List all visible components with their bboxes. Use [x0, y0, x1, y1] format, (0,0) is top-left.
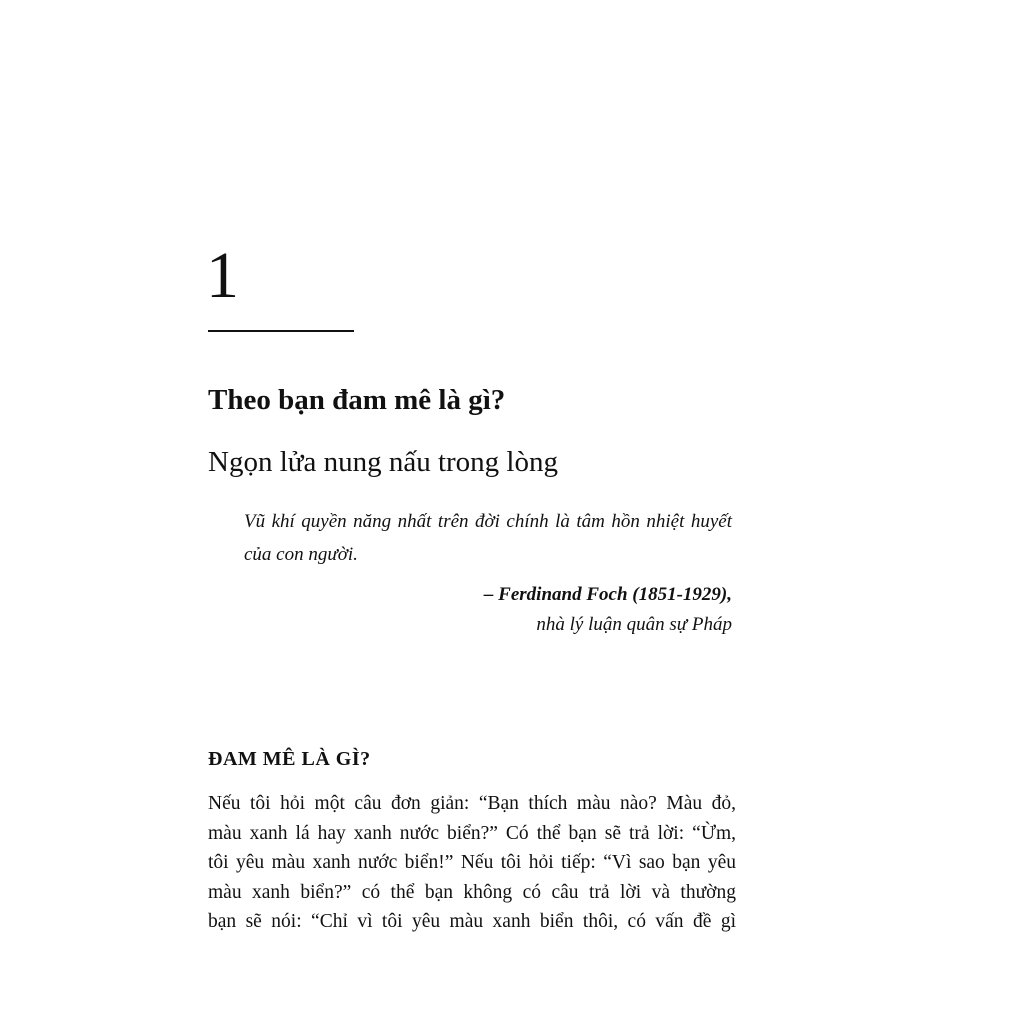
body-line: màu xanh biển?” có thể bạn không có câu trả lời và thường: [208, 881, 736, 903]
chapter-divider: [208, 330, 354, 332]
chapter-number: 1: [206, 239, 239, 312]
epigraph-author-role: nhà lý luận quân sự Pháp: [536, 614, 732, 635]
epigraph: [244, 505, 732, 640]
body-line: tôi yêu màu xanh nước biển!” Nếu tôi hỏi tiếp: “Vì sao bạn yêu: [208, 852, 736, 873]
section-heading: ĐAM MÊ LÀ GÌ?: [208, 748, 371, 770]
body-line: Nếu tôi hỏi một câu đơn giản: “Bạn thích màu nào? Màu đỏ,: [208, 793, 736, 814]
body-paragraph: [208, 789, 736, 937]
body-line: màu xanh lá hay xanh nước biển?” Có thể bạn sẽ trả lời: “Ừm,: [208, 822, 736, 844]
epigraph-author: – Ferdinand Foch (1851-1929),: [483, 584, 732, 605]
chapter-subtitle: Ngọn lửa nung nấu trong lòng: [208, 446, 558, 478]
epigraph-quote: Vũ khí quyền năng nhất trên đời chính là tâm hồn nhiệt huyết của con người.: [244, 511, 732, 565]
body-line: bạn sẽ nói: “Chỉ vì tôi yêu màu xanh biển thôi, có vấn đề gì: [208, 911, 736, 932]
chapter-title: Theo bạn đam mê là gì?: [208, 384, 506, 416]
